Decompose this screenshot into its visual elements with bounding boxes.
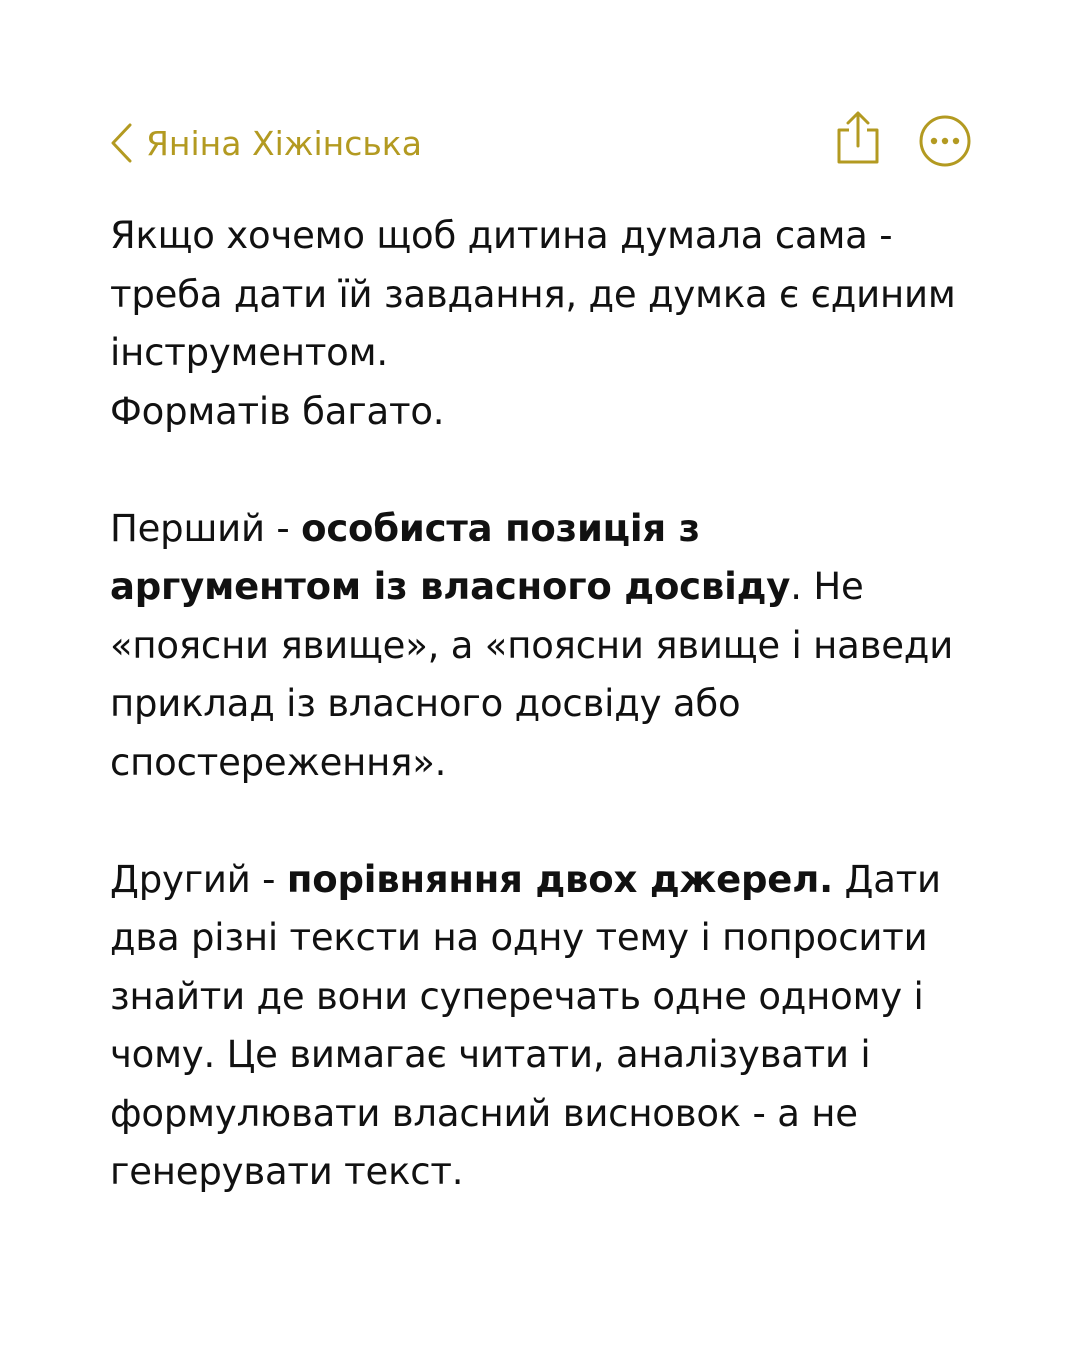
paragraph-gap	[110, 792, 1050, 851]
note-line	[110, 500, 1050, 559]
note-line: треба дати їй завдання, де думка є єдиним	[110, 272, 956, 316]
note-line: приклад із власного досвіду або	[110, 682, 741, 725]
paragraph-gap	[110, 441, 1050, 500]
note-line: спостереження».	[110, 740, 447, 784]
note-line: «поясни явище», а «поясни явище і наведи	[110, 623, 954, 667]
note-line: Форматів багато.	[110, 389, 445, 433]
chevron-left-icon	[108, 121, 134, 165]
share-icon	[834, 110, 882, 166]
first-format-tail: . Не	[790, 565, 864, 608]
note-line: генерувати текст.	[110, 1150, 464, 1193]
note-line: чому. Це вимагає читати, аналізувати і	[110, 1033, 871, 1076]
note-line: інструментом.	[110, 331, 388, 374]
second-format-lead: Другий -	[110, 857, 287, 901]
note-toolbar	[0, 0, 1080, 200]
note-line: два різні тексти на одну тему і попросити	[110, 916, 928, 959]
back-label: Яніна Хіжінська	[146, 123, 422, 163]
back-button[interactable]	[108, 118, 422, 168]
note-body[interactable]	[110, 207, 1050, 1202]
note-line: формулювати власний висновок - а не	[110, 1091, 858, 1135]
more-button[interactable]	[918, 114, 972, 168]
second-format-tail: Дати	[832, 857, 941, 901]
first-format-title-cont: аргументом із власного досвіду	[110, 565, 791, 608]
first-format-title: особиста позиція з	[301, 506, 700, 550]
note-line: знайти де вони суперечать одне одному і	[110, 974, 924, 1018]
more-icon	[918, 114, 972, 168]
note-line: Якщо хочемо щоб дитина думала сама -	[110, 214, 893, 257]
share-button[interactable]	[834, 110, 882, 166]
note-line	[110, 851, 1050, 910]
second-format-title: порівняння двох джерел.	[286, 857, 833, 901]
note-line	[110, 558, 1050, 617]
first-format-lead: Перший -	[110, 506, 302, 550]
